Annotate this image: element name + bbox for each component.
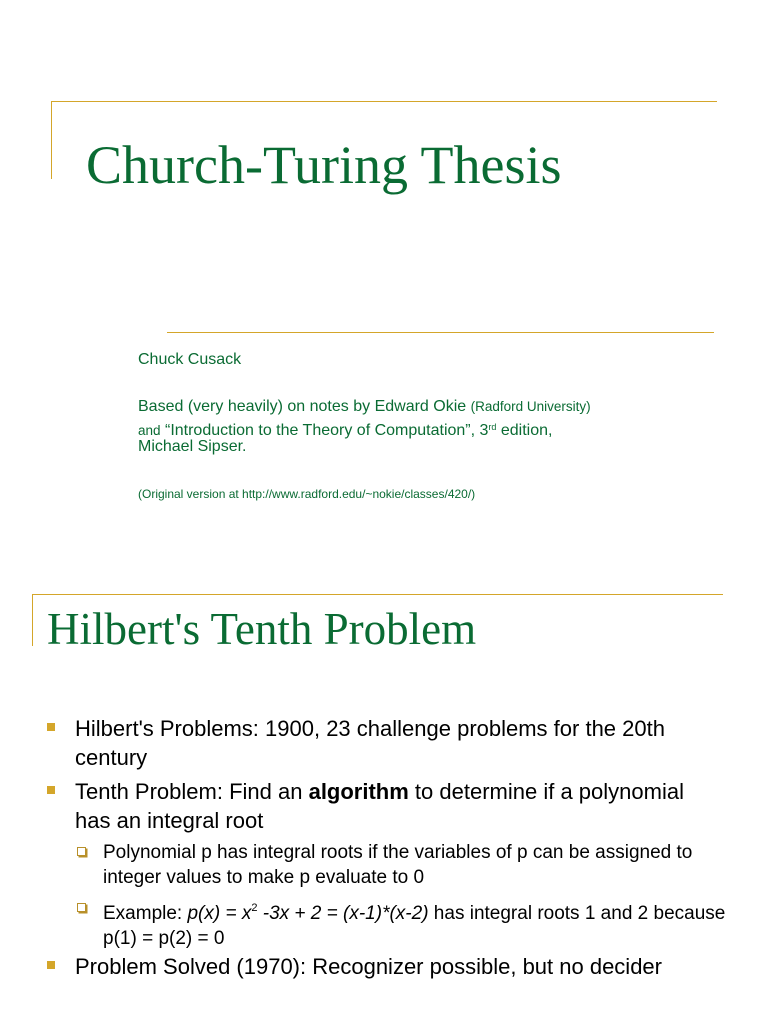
square-bullet-icon <box>47 723 55 731</box>
bullet-text: Hilbert's Problems: 1900, 23 challenge problems for the 20th century <box>75 716 665 770</box>
content-slide <box>0 560 768 1024</box>
book-author: Michael Sipser. <box>138 438 247 455</box>
credits-and: and <box>138 423 161 438</box>
title-left-rule <box>51 101 52 179</box>
example-rest: has integral roots 1 and 2 because p(1) = p(2) = 0 <box>103 903 726 949</box>
polynomial-expr-part1: p(x) = x <box>187 903 252 924</box>
slide-title: Hilbert's Tenth Problem <box>47 604 477 654</box>
book-title: “Introduction to the Theory of Computation”, 3 <box>164 422 489 439</box>
bullet-text-pre: Tenth Problem: Find an <box>75 779 309 804</box>
bullet-item <box>75 952 735 981</box>
hollow-square-bullet-icon <box>77 847 86 856</box>
hollow-square-bullet-icon <box>77 903 86 912</box>
author: Chuck Cusack <box>138 351 242 368</box>
sub-bullet-item <box>103 840 743 890</box>
example-label: Example: <box>103 903 188 924</box>
bullet-item <box>75 777 715 835</box>
edition-suffix: rd <box>488 422 497 432</box>
credits-prefix: Based (very heavily) on notes by Edward Okie <box>138 398 467 415</box>
slide-title: Church-Turing Thesis <box>86 135 562 195</box>
square-bullet-icon <box>47 786 55 794</box>
square-bullet-icon <box>47 961 55 969</box>
bullet-bold-term: algorithm <box>308 779 409 804</box>
edition-text: edition, <box>496 422 553 439</box>
bullet-text-post: to determine if a polynomial has an integral root <box>75 779 684 833</box>
subtitle-rule <box>167 332 714 333</box>
exponent: 2 <box>251 902 258 914</box>
bullet-item <box>75 714 735 772</box>
polynomial-expr-part2: -3x + 2 = (x-1)*(x-2) <box>257 903 429 924</box>
title-top-rule <box>51 101 717 102</box>
credits-line-1 <box>138 397 591 417</box>
title-top-rule <box>32 594 723 595</box>
bullet-text: Problem Solved (1970): Recognizer possible, but no decider <box>75 954 662 979</box>
title-left-rule <box>32 594 33 646</box>
sub-bullet-item <box>103 896 743 951</box>
credits-affiliation: (Radford University) <box>470 399 591 414</box>
sub-bullet-text: Polynomial p has integral roots if the variables of p can be assigned to integer values to make p evaluate to 0 <box>103 842 693 888</box>
original-source: (Original version at http://www.radford.edu/~nokie/classes/420/) <box>138 487 476 501</box>
